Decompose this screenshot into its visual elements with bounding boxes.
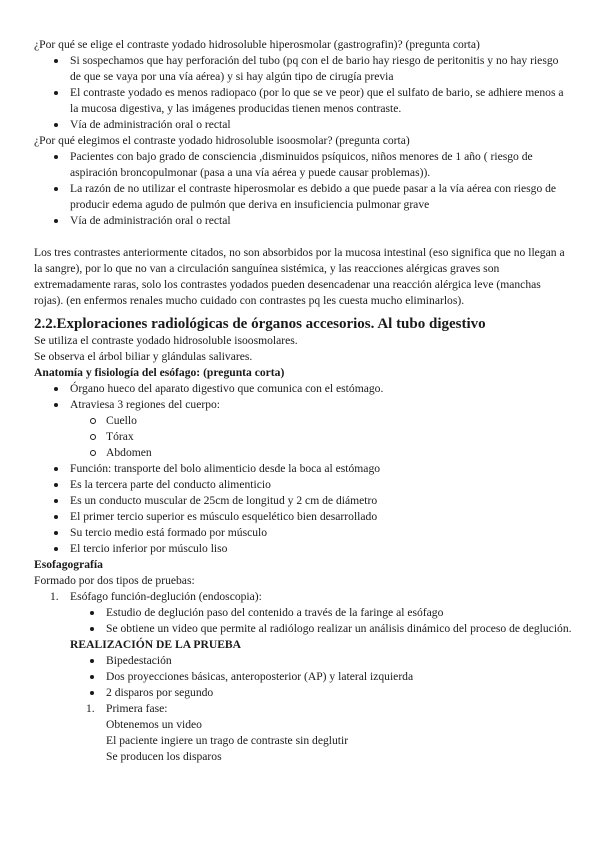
phase-label: Primera fase: [106,702,168,715]
numbered-item [86,701,572,765]
realizacion-list [70,653,572,701]
tests-list [34,589,572,637]
list-item: Es un conducto muscular de 25cm de longitud y 2 cm de diámetro [70,493,572,509]
esofagografia-title: Esofagografía [34,558,103,571]
phase-line: El paciente ingiere un trago de contraste sin deglutir [106,734,349,747]
list-item: El contraste yodado es menos radiopaco (por lo que se ve peor) que el sulfato de bario, se adhiere menos a la mucosa digestiva, y las imágenes producidas tienen menos contraste. [70,85,572,117]
phases-list [70,701,572,765]
anatomy-title: Anatomía y fisiología del esófago: (pregunta corta) [34,366,285,379]
list-item: Función: transporte del bolo alimenticio desde la boca al estómago [70,461,572,477]
item-number: 1. [86,702,95,715]
list-item: Pacientes con bajo grado de consciencia ,disminuidos psíquicos, niños menores de 1 año ( riesgo de aspiración broncopulmonar (pasa a una vía aérea y puede causar problemas)). [70,149,572,181]
item-label: Esófago función-deglución (endoscopia): [70,590,262,603]
list-item: Si sospechamos que hay perforación del tubo (pq con el de bario hay riesgo de peritonitis y no hay riesgo de que se vaya por una vía aérea) y si hay algún tipo de cirugía previa [70,53,572,85]
region-item: Cuello [106,413,572,429]
intro-line: Se observa el árbol biliar y glándulas salivares. [34,350,253,363]
anatomy-list [34,381,572,557]
phase-line: Se producen los disparos [106,750,222,763]
isoosmolar-list [34,149,572,229]
contrast-paragraph: Los tres contrastes anteriormente citados, no son absorbidos por la mucosa intestinal (eso significa que no llegan a la sangre), por lo que no van a circulación sanguínea sistémica, y las reacciones alérgicas graves son extremadamente raras, solo los contrastes yodados pueden desencadenar una reacción alérgica leve (manchas rojas). (en enfermos renales mucho cuidado con contrastes pq les cuesta mucho eliminarlos). [34,246,565,307]
document-body [34,37,572,765]
list-item: Dos proyecciones básicas, anteroposterior (AP) y lateral izquierda [106,669,572,685]
item-number: 1. [50,590,59,603]
question-hiperosmolar: ¿Por qué se elige el contraste yodado hidrosoluble hiperosmolar (gastrografin)? (pregunta corta) [34,38,480,51]
list-item: Es la tercera parte del conducto alimenticio [70,477,572,493]
esofagografia-intro: Formado por dos tipos de pruebas: [34,574,195,587]
realizacion-title: REALIZACIÓN DE LA PRUEBA [70,638,242,651]
phase-line: Obtenemos un video [106,718,202,731]
list-item: Estudio de deglución paso del contenido a través de la faringe al esófago [106,605,572,621]
list-item: Su tercio medio está formado por músculo [70,525,572,541]
region-item: Tórax [106,429,572,445]
hiperosmolar-list [34,53,572,133]
list-item: 2 disparos por segundo [106,685,572,701]
list-item: Vía de administración oral o rectal [70,213,572,229]
intro-line: Se utiliza el contraste yodado hidrosoluble isoosmolares. [34,334,298,347]
list-item: Bipedestación [106,653,572,669]
regions-list [70,413,572,461]
list-item: El tercio inferior por músculo liso [70,541,572,557]
deglucion-list [70,605,572,637]
question-isoosmolar: ¿Por qué elegimos el contraste yodado hidrosoluble isoosmolar? (pregunta corta) [34,134,410,147]
list-item [70,397,572,461]
section-heading: 2.2.Exploraciones radiológicas de órganos accesorios. Al tubo digestivo [34,316,486,332]
spacer [34,229,572,245]
numbered-item [50,589,572,637]
list-item: Se obtiene un video que permite al radiólogo realizar un análisis dinámico del proceso de deglución. [106,622,572,635]
region-item: Abdomen [106,445,572,461]
list-item: El primer tercio superior es músculo esquelético bien desarrollado [70,509,572,525]
list-item-label: Atraviesa 3 regiones del cuerpo: [70,398,221,411]
list-item: Órgano hueco del aparato digestivo que comunica con el estómago. [70,381,572,397]
list-item: La razón de no utilizar el contraste hiperosmolar es debido a que puede pasar a la vía aérea con riesgo de producir edema agudo de pulmón que deriva en insuficiencia pulmonar grave [70,181,572,213]
list-item: Vía de administración oral o rectal [70,117,572,133]
realizacion-block [34,637,572,765]
